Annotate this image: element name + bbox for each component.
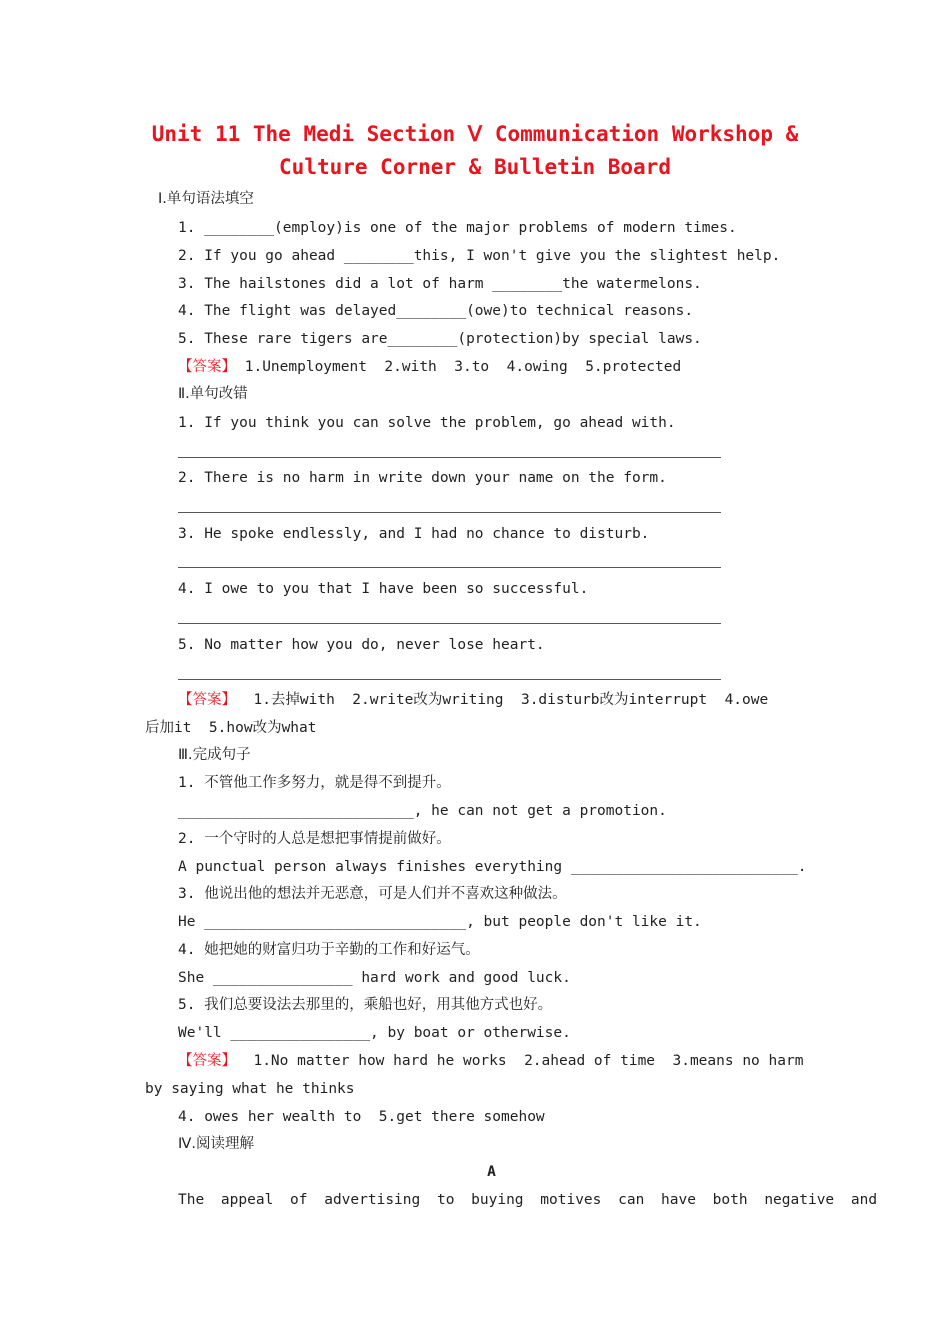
answer-line	[178, 567, 721, 568]
answer-line	[178, 679, 721, 680]
sec3-answer-cont: by saying what he thinks	[145, 1081, 355, 1097]
passage-label: A	[487, 1164, 496, 1180]
answer-line	[178, 512, 721, 513]
sec2-item-5: 5. No matter how you do, never lose heart.	[178, 637, 545, 653]
sec2-item-1: 1. If you think you can solve the problem, go ahead with.	[178, 415, 676, 431]
section-1-heading: Ⅰ.单句语法填空	[158, 191, 254, 207]
passage-first-line: The appeal of advertising to buying motives can have both negative and	[178, 1192, 878, 1208]
sec3-item-5-en: We'll ________________, by boat or otherwise.	[178, 1025, 571, 1041]
page-title-line-1: Unit 11 The Medi Section Ⅴ Communication Workshop &	[151, 122, 799, 146]
sec3-answer	[178, 1051, 803, 1071]
sec2-item-2: 2. There is no harm in write down your name on the form.	[178, 470, 667, 486]
sec3-item-3-cn: 3. 他说出他的想法并无恶意，可是人们并不喜欢这种做法。	[178, 886, 567, 902]
answer-text: 1.去掉with 2.write改为writing 3.disturb改为interrupt 4.owe	[236, 692, 769, 708]
sec1-item-1: 1. ________(employ)is one of the major problems of modern times.	[178, 220, 737, 236]
sec3-item-2-cn: 2. 一个守时的人总是想把事情提前做好。	[178, 831, 451, 847]
sec3-answer-cont-2: 4. owes her wealth to 5.get there somehow	[178, 1109, 545, 1125]
answer-text: 1.No matter how hard he works 2.ahead of time 3.means no harm	[236, 1053, 804, 1069]
sec1-item-2: 2. If you go ahead ________this, I won't give you the slightest help.	[178, 248, 781, 264]
sec2-answer-cont: 后加it 5.how改为what	[145, 720, 317, 736]
page-title-line-2: Culture Corner & Bulletin Board	[279, 155, 671, 179]
answer-line	[178, 623, 721, 624]
sec3-item-1-cn: 1. 不管他工作多努力，就是得不到提升。	[178, 775, 451, 791]
section-3-heading: Ⅲ.完成句子	[178, 747, 251, 763]
sec3-item-4-en: She ________________ hard work and good luck.	[178, 970, 571, 986]
sec1-item-4: 4. The flight was delayed________(owe)to technical reasons.	[178, 303, 694, 319]
answer-text: 1.Unemployment 2.with 3.to 4.owing 5.protected	[236, 359, 682, 375]
sec3-item-2-en: A punctual person always finishes everything __________________________.	[178, 859, 807, 875]
section-4-heading: Ⅳ.阅读理解	[178, 1136, 254, 1152]
answer-label: 【答案】	[178, 359, 236, 375]
sec2-item-3: 3. He spoke endlessly, and I had no chance to disturb.	[178, 526, 650, 542]
sec1-item-5: 5. These rare tigers are________(protection)by special laws.	[178, 331, 702, 347]
answer-line	[178, 457, 721, 458]
sec3-item-4-cn: 4. 她把她的财富归功于辛勤的工作和好运气。	[178, 942, 480, 958]
sec2-item-4: 4. I owe to you that I have been so successful.	[178, 581, 589, 597]
sec2-answer	[178, 690, 768, 710]
sec1-answer	[178, 357, 681, 377]
sec3-item-5-cn: 5. 我们总要设法去那里的，乘船也好，用其他方式也好。	[178, 997, 553, 1013]
sec3-item-1-en: ___________________________, he can not get a promotion.	[178, 803, 667, 819]
answer-label: 【答案】	[178, 692, 236, 708]
sec1-item-3: 3. The hailstones did a lot of harm ________the watermelons.	[178, 276, 702, 292]
answer-label: 【答案】	[178, 1053, 236, 1069]
section-2-heading: Ⅱ.单句改错	[178, 386, 248, 402]
sec3-item-3-en: He ______________________________, but people don't like it.	[178, 914, 702, 930]
